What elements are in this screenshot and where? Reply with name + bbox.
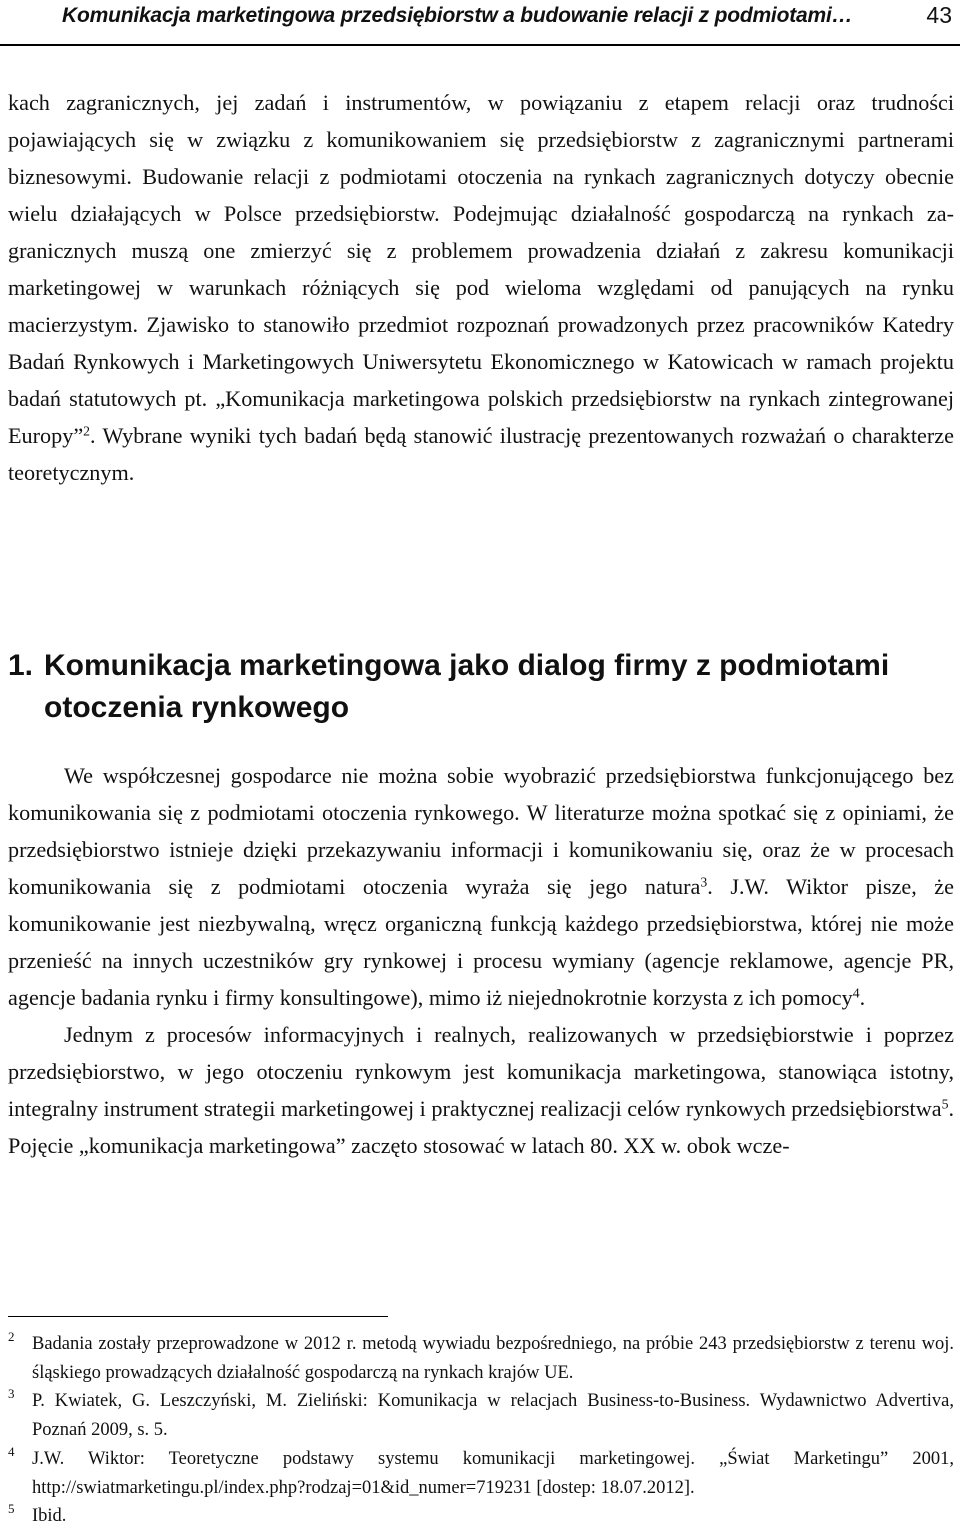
footnote-ref[interactable]: 4 <box>852 985 860 1001</box>
section-number: 1. <box>8 649 34 682</box>
footnote-text[interactable]: J.W. Wiktor: Teoretyczne podstawy systemu komunikacji marketingowej. „Świat Marketingu” 2001, http://swiatmarketingu.pl/index.php?rodzaj=01&id_numer=719231 [dostep: 18.07.2012]. <box>32 1448 954 1498</box>
section-title-text: Komunikacja marketingowa jako dialog firmy z podmiotami <box>44 649 890 682</box>
running-header <box>0 0 960 46</box>
intro-text <box>8 84 954 491</box>
body-p1-text-c: . <box>859 985 866 1010</box>
intro-paragraph-text: kach zagranicznych, jej zadań i instrumentów, w powiązaniu z etapem relacji oraz trudności pojawiających się w związku z komunikowaniem się przedsiębiorstw z zagranicznymi partnerami biznesowymi. Budowanie relacji z podmiotami otoczenia na rynkach zagranicznych dotyczy obecnie wielu działających w Polsce przedsiębiorstw. Podejmując działalność gospodarczą na rynkach zagranicznych muszą one zmierzyć się z problemem prowadzenia działań z zakresu komunikacji marketingowej w warunkach różniących się pod wieloma względami od panujących na rynku macierzystym. Zjawisko to stanowiło przedmiot rozpoznań prowadzonych przez pracowników Katedry Badań Rynkowych i Marketingowych Uniwersytetu Ekonomicznego w Katowicach w ramach projektu badań statutowych pt. „Komunikacja marketingowa polskich przedsiębiorstw na rynkach zintegrowanej Europy” <box>8 90 954 448</box>
footnote <box>8 1330 954 1387</box>
footnote-number: 2 <box>8 1329 15 1344</box>
footnote-text: Ibid. <box>32 1506 67 1527</box>
footnote-text: Badania zostały przeprowadzone w 2012 r. metodą wywiadu bezpośredniego, na próbie 243 przedsiębiorstw z terenu woj. śląskiego prowadzących działalność gospodarczą na rynkach krajów UE. <box>32 1334 954 1383</box>
footnote-ref[interactable]: 2 <box>83 423 91 439</box>
footnote-text: P. Kwiatek, G. Leszczyński, M. Zieliński: Komunikacja w relacjach Business-to-Business. Wydawnictwo Advertiva, Poznań 2009, s. 5. <box>32 1391 954 1441</box>
footnote-number: 5 <box>8 1501 15 1517</box>
main-text <box>8 757 954 1164</box>
footnote-ref[interactable]: 5 <box>941 1096 949 1112</box>
body-p2-text-b: . Pojęcie „komunikacja marketingowa” zaczęto stosować w latach 80. XX w. obok wcze- <box>8 1096 954 1158</box>
body-p1-text-b: . J.W. Wiktor pisze, że komunikowanie jest niezbywalną, wręcz organiczną funkcją każdego przedsiębiorstwa, której nie może przenieść na innych uczestników gry rynkowej i procesu wymiany (agencje reklamowe, agencje PR, agencje badania rynku i firmy konsultingowe), mimo iż niejednokrotnie korzysta z ich pomocy <box>8 874 954 1010</box>
page-number: 43 <box>926 2 952 28</box>
section-heading <box>8 645 954 729</box>
footnote-number: 4 <box>8 1443 15 1459</box>
footnote <box>8 1387 954 1444</box>
intro-paragraph <box>8 84 954 491</box>
section-title-line1 <box>8 645 954 687</box>
running-title: Komunikacja marketingowa przedsiębiorstw a budowanie relacji z podmiotami… <box>62 4 853 27</box>
footnote-number: 3 <box>8 1386 15 1402</box>
footnotes <box>8 1330 954 1531</box>
body-p2-text-a: Jednym z procesów informacyjnych i realnych, realizowanych w przedsiębiorstwie i poprzez przedsiębiorstwo, w jego otoczeniu rynkowym jest komunikacja marketingowa, stanowiąca istotny, integralny instrument strategii marketingowej i praktycznej realizacji celów rynkowych przedsiębiorstwa <box>8 1022 954 1121</box>
footnote-ref[interactable]: 3 <box>700 874 708 890</box>
header-rule <box>0 44 960 46</box>
body-paragraph-2 <box>8 1016 954 1164</box>
section-title-line2: otoczenia rynkowego <box>44 691 350 724</box>
body-p1-text-a: We współczesnej gospodarce nie można sobie wyobrazić przedsiębiorstwa funkcjonującego bez komunikowania się z podmiotami otoczenia rynkowego. W literaturze można spotkać się z opiniami, że przedsiębiorstwo istnieje dzięki przekazywaniu informacji i komunikowaniu się, oraz że w procesach komunikowania się z podmiotami otoczenia wyraża się jego natura <box>8 763 954 899</box>
body-paragraph-1 <box>8 757 954 1016</box>
footnote-rule <box>8 1316 388 1317</box>
intro-paragraph-end: . Wybrane wyniki tych badań będą stanowić ilustrację prezentowanych rozważań o charakterze teoretycznym. <box>8 423 954 485</box>
footnote <box>8 1445 954 1502</box>
